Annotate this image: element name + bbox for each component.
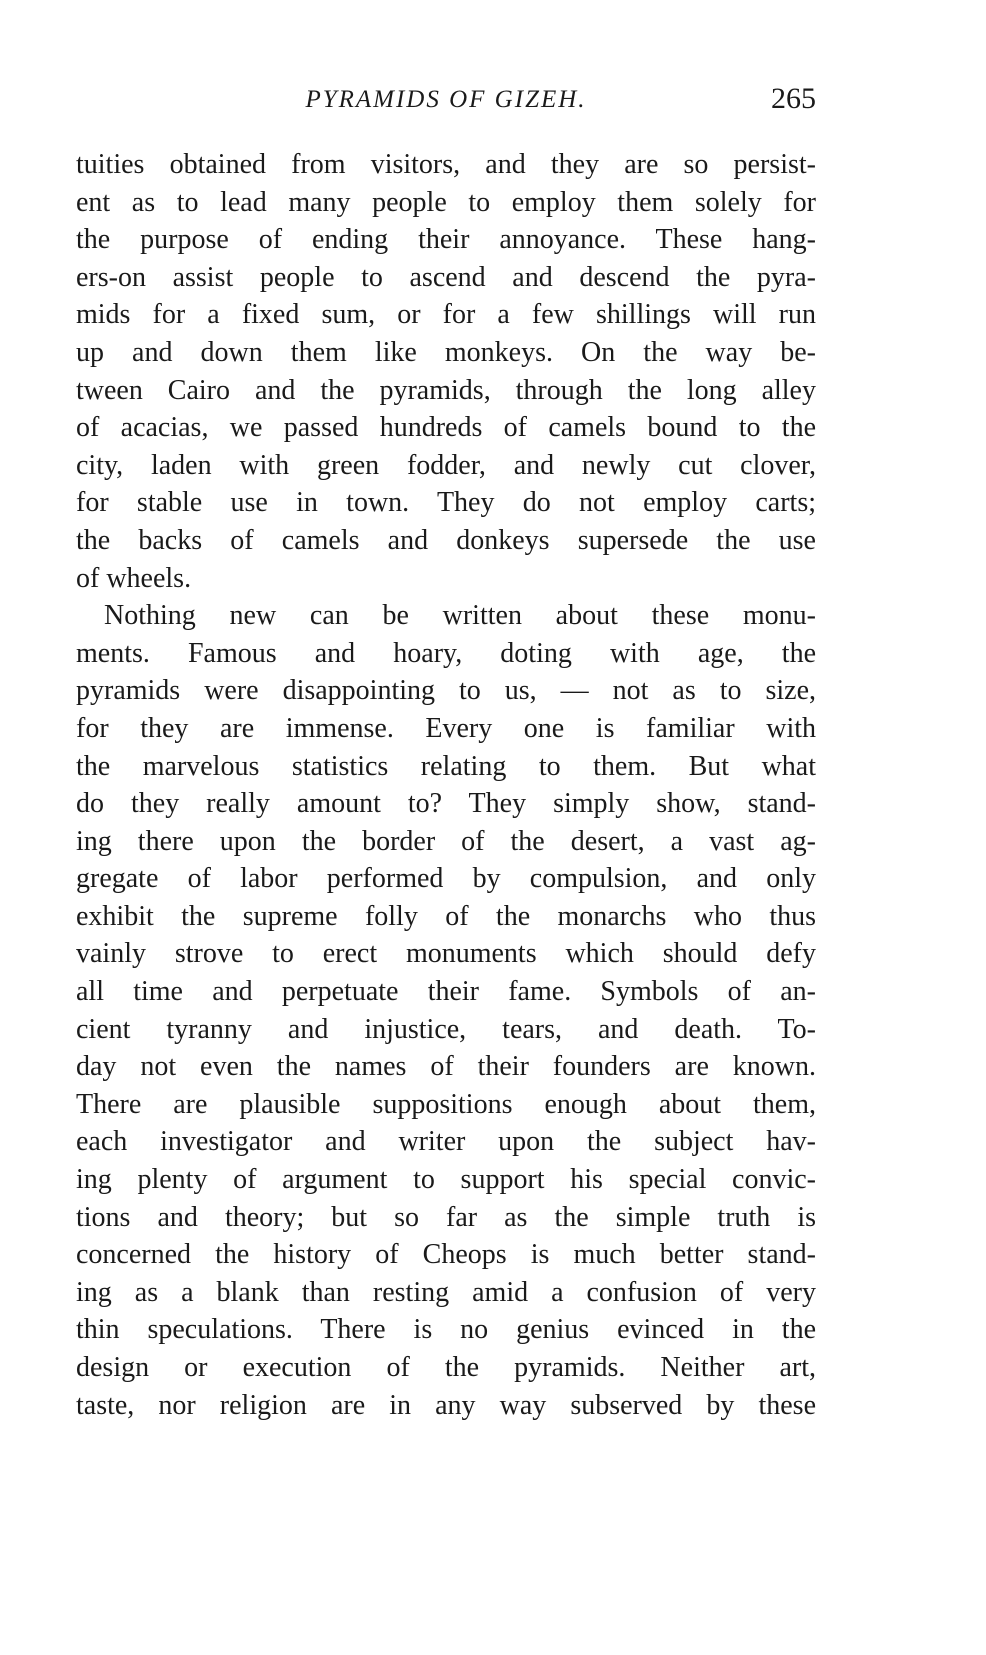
text-line: design or execution of the pyramids. Neither art, [76, 1352, 816, 1383]
text-line: gregate of labor performed by compulsion, and only [76, 863, 816, 895]
text-line: tuities obtained from visitors, and they are so persist- [76, 149, 816, 180]
text-line: ent as to lead many people to employ them solely for [76, 186, 816, 218]
text-line: tions and theory; but so far as the simple truth is [76, 1201, 816, 1233]
text-line: mids for a fixed sum, or for a few shillings will run [76, 299, 816, 331]
text-line: tween Cairo and the pyramids, through the long alley [76, 374, 816, 406]
text-line: concerned the history of Cheops is much better stand- [76, 1239, 816, 1271]
text-line: ing plenty of argument to support his special convic- [76, 1164, 816, 1196]
text-line: of acacias, we passed hundreds of camels bound to the [76, 412, 816, 444]
text-line: ing as a blank than resting amid a confusion of very [76, 1276, 816, 1308]
running-title: PYRAMIDS OF GIZEH. [305, 86, 587, 113]
text-line: thin speculations. There is no genius evinced in the [76, 1314, 816, 1346]
text-line: up and down them like monkeys. On the way be- [76, 336, 816, 368]
text-line: all time and perpetuate their fame. Symbols of an- [76, 976, 816, 1008]
text-line: the marvelous statistics relating to them. But what [76, 750, 816, 782]
text-line: the purpose of ending their annoyance. These hang- [76, 224, 816, 256]
text-line: cient tyranny and injustice, tears, and death. To- [76, 1013, 816, 1045]
text-line: ers-on assist people to ascend and descend the pyra- [76, 261, 816, 293]
page-number: 265 [771, 82, 816, 115]
paragraph-2 [76, 597, 816, 1424]
text-line: each investigator and writer upon the subject hav- [76, 1126, 816, 1158]
text-line: the backs of camels and donkeys supersede the use [76, 524, 816, 556]
paragraph-1 [76, 146, 816, 597]
text-line: do they really amount to? They simply show, stand- [76, 788, 816, 820]
body-text [76, 146, 816, 1424]
text-line: of wheels. [76, 562, 192, 594]
text-line: There are plausible suppositions enough about them, [76, 1088, 816, 1120]
text-line: for stable use in town. They do not employ carts; [76, 487, 816, 519]
text-line: pyramids were disappointing to us, — not as to size, [76, 675, 816, 707]
text-line: day not even the names of their founders are known. [76, 1051, 816, 1083]
text-line: Nothing new can be written about these monu- [104, 600, 816, 632]
text-line: city, laden with green fodder, and newly cut clover, [76, 449, 816, 481]
text-line: ments. Famous and hoary, doting with age, the [76, 637, 816, 669]
text-line: for they are immense. Every one is familiar with [76, 712, 816, 744]
text-line: taste, nor religion are in any way subserved by these [76, 1389, 816, 1421]
text-line: vainly strove to erect monuments which should defy [76, 938, 816, 970]
text-line: exhibit the supreme folly of the monarchs who thus [76, 900, 816, 932]
page-header [76, 82, 816, 126]
text-line: ing there upon the border of the desert, a vast ag- [76, 825, 816, 857]
